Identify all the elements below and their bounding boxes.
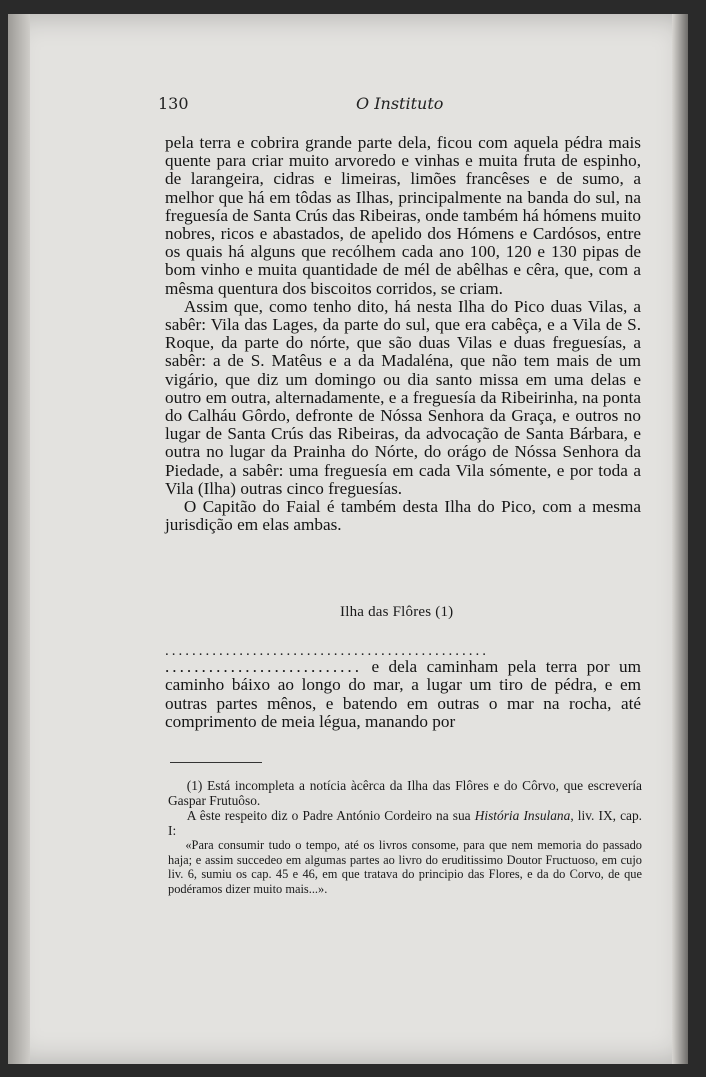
footnote-2-after: , liv. IX, cap. I: (168, 808, 643, 838)
section-heading: Ilha das Flôres (1) (340, 604, 454, 620)
page-header (158, 94, 648, 118)
main-text (165, 134, 641, 534)
lead-ellipsis: ........................... (165, 657, 363, 676)
footnotes (168, 778, 642, 896)
page-left-edge (8, 14, 30, 1064)
running-head: O Instituto (356, 94, 444, 113)
footnote-2-before: A êste respeito diz o Padre António Cordeiro na sua (186, 808, 475, 823)
footnote-2 (168, 808, 642, 838)
footnote-quote: «Para consumir tudo o tempo, até os livros consome, para que nem memoria do passado haja; e assim succedeo em algumas partes ao livro do eruditissimo Doutor Fructuoso, em cujo liv. 6, sumiu os cap. 45 e 46, em que tratava do principio das Flores, e da do Corvo, de que podéramos dizer muito mais...». (168, 838, 642, 896)
page-right-edge (672, 14, 688, 1064)
footnote-1: (1) Está incompleta a notícia àcêrca da Ilha das Flôres e do Côrvo, que escrevería Gaspar Frutuôso. (168, 778, 642, 808)
paragraph-2: Assim que, como tenho dito, há nesta Ilha do Pico duas Vilas, a sabêr: Vila das Lages, da parte do sul, que era cabêça, e a Vila de S. Roque, da parte do nórte, que são duas Vilas e duas freguesías, a sabêr: a de S. Matêus e a da Madaléna, que não tem mais de um vigário, que diz um domingo ou dia santo missa em uma delas e outro em outra, alternadamente, e a freguesía da Ribeirinha, na ponta do Calháu Gôrdo, defronte de Nóssa Senhora da Graça, e outros no lugar de Santa Crús das Ribeiras, da advocação de Santa Bárbara, e outra no lugar da Prainha do Nórte, do orágo de Nóssa Senhora da Piedade, a sabêr: uma freguesía em cada Vila sómente, e por toda a Vila (Ilha) outras cinco freguesías. (165, 296, 641, 498)
footnote-rule (170, 762, 262, 763)
continuation-text (165, 658, 641, 732)
continuation-paragraph: e dela caminham pela terra por um caminho báixo ao longo do mar, a lugar um tiro de pédra, e em outras partes mênos, e batendo em outras o mar na rocha, até comprimento de meia légua, manando por (165, 657, 641, 732)
paragraph-1: pela terra e cobrira grande parte dela, ficou com aquela pédra mais quente para criar muito arvoredo e vinhas e muita fruta de espinho, de larangeira, cidras e limeiras, limões francêses e de sumo, a melhor que há em tôdas as Ilhas, principalmente na banda do sul, na freguesía de Santa Crús das Ribeiras, onde também há hómens muito nobres, ricos e abastados, de apelido dos Hómens e Cardósos, entre os quais há alguns que recólhem cada ano 100, 120 e 130 pipas de bom vinho e muita quantidade de mél de abêlhas e cêra, que, com a mêsma quentura dos biscoitos corridos, se criam. (165, 133, 641, 298)
footnote-2-title: História Insulana (474, 808, 571, 823)
page-number: 130 (158, 94, 189, 113)
paragraph-3: O Capitão do Faial é também desta Ilha do Pico, com a mesma jurisdição em elas ambas. (165, 497, 641, 535)
ellipsis-line: ................................................ (165, 646, 489, 656)
